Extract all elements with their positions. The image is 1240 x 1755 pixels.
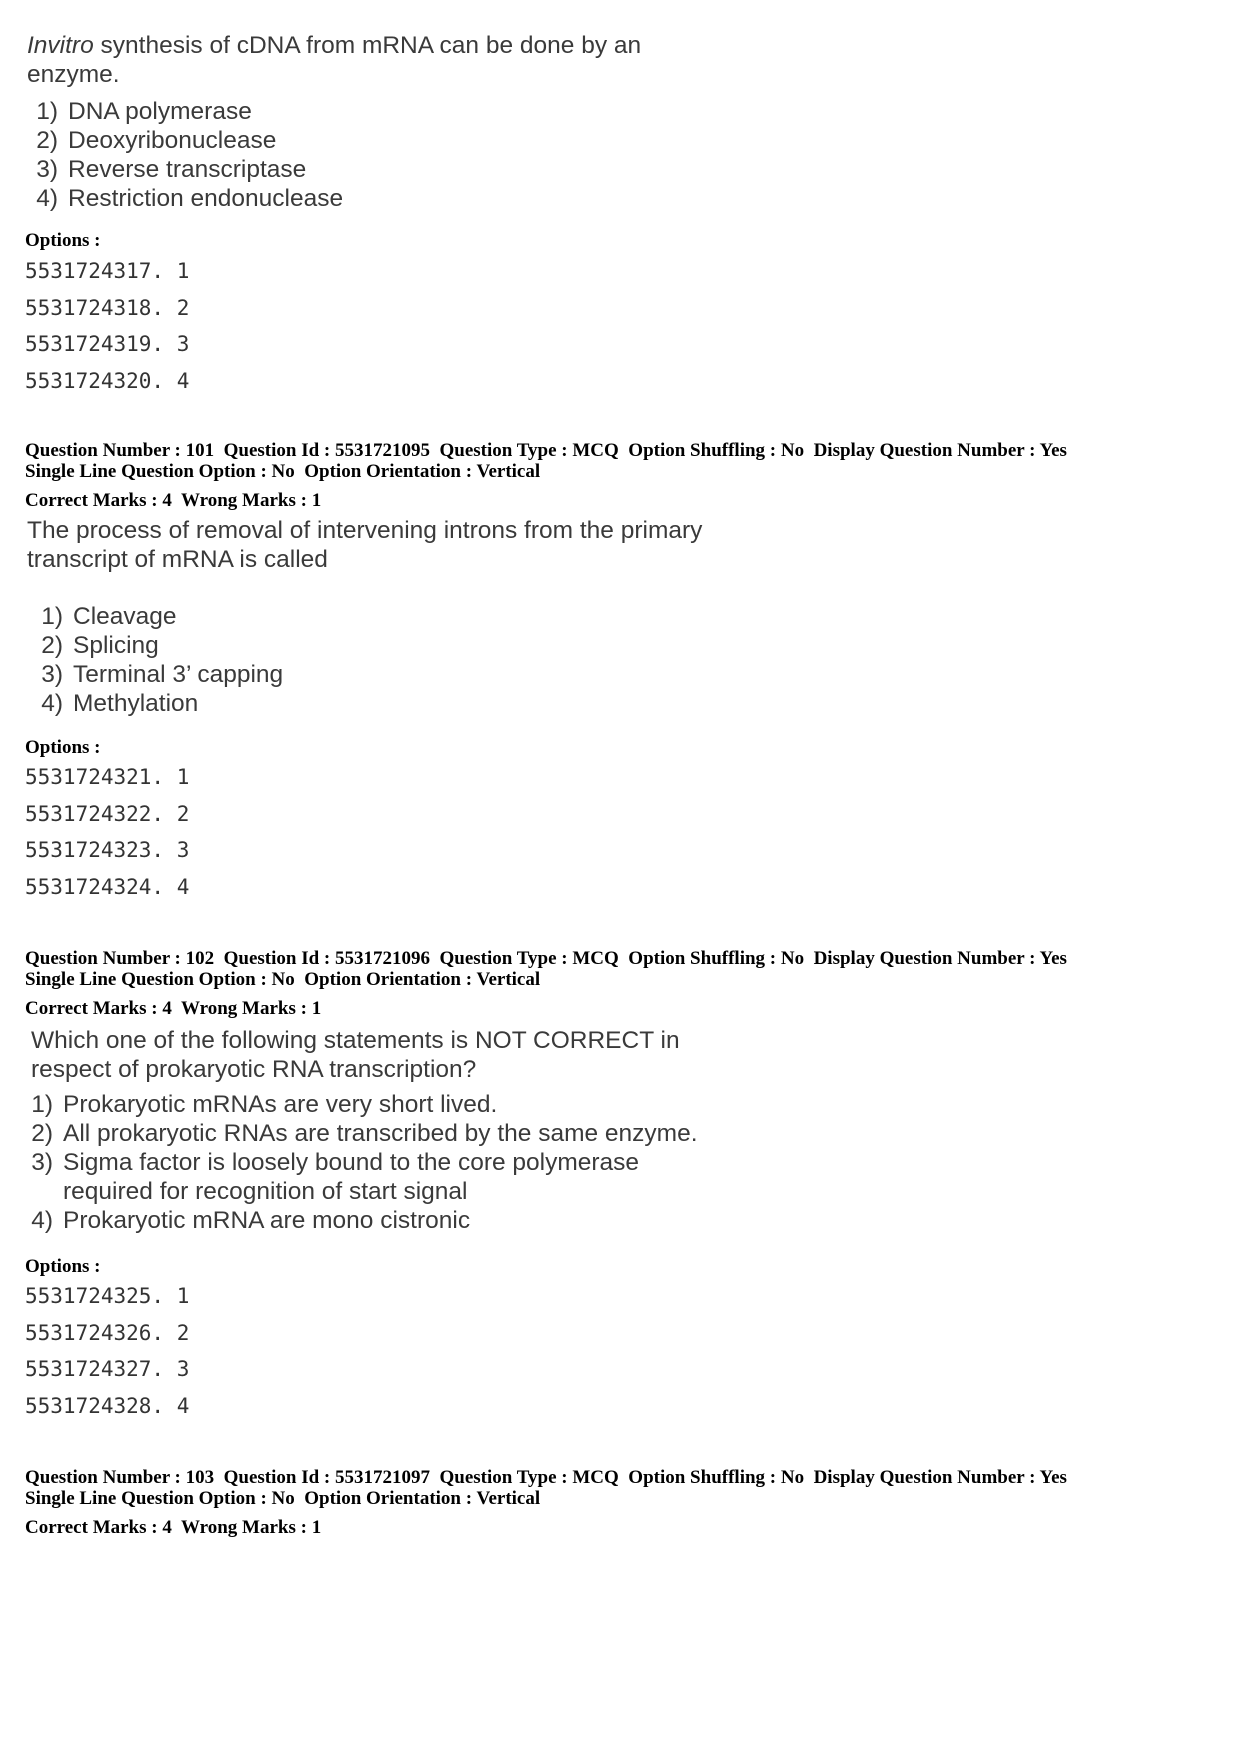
option-id: 5531724320. 4 xyxy=(25,368,190,393)
options-label: Options : xyxy=(25,737,101,758)
choice-item xyxy=(15,1177,698,1206)
option-id: 5531724323. 3 xyxy=(25,838,190,862)
option-id: 5531724326. 2 xyxy=(25,1320,190,1345)
stem-text: respect of prokaryotic RNA transcription? xyxy=(31,1056,477,1083)
option-id: 5531724321. 1 xyxy=(25,765,190,789)
stem-text: Which one of the following statements is NOT CORRECT in xyxy=(31,1027,680,1054)
choice-item xyxy=(20,126,343,155)
stem-text: The process of removal of intervening introns from the primary xyxy=(27,517,703,544)
option-id-list xyxy=(25,253,189,399)
options-label: Options : xyxy=(25,1256,101,1277)
choice-number: 4) xyxy=(31,1207,53,1234)
question-stem xyxy=(31,1026,680,1084)
choice-number: 1) xyxy=(31,1091,53,1118)
choice-text: Reverse transcriptase xyxy=(68,156,307,183)
choice-item xyxy=(15,1119,698,1148)
choice-number: 3) xyxy=(31,1149,53,1176)
choice-item xyxy=(15,1206,698,1235)
choice-list xyxy=(20,97,343,213)
choice-number: 2) xyxy=(41,632,63,659)
choice-text: Cleavage xyxy=(73,603,177,630)
choice-number: 1) xyxy=(36,98,58,125)
choice-item xyxy=(20,155,343,184)
option-id: 5531724327. 3 xyxy=(25,1357,190,1381)
stem-italic-text: Invitro xyxy=(27,32,94,59)
option-id-list xyxy=(25,759,189,905)
choice-item xyxy=(25,689,283,718)
question-meta-line: Single Line Question Option : No Option Orientation : Vertical xyxy=(25,1488,541,1509)
choice-text: Deoxyribonuclease xyxy=(68,127,277,154)
option-id: 5531724319. 3 xyxy=(25,332,190,356)
choice-text: Prokaryotic mRNAs are very short lived. xyxy=(63,1091,498,1118)
choice-number: 2) xyxy=(36,127,58,154)
option-id: 5531724318. 2 xyxy=(25,295,190,320)
choice-text: Prokaryotic mRNA are mono cistronic xyxy=(63,1207,471,1234)
choice-text: Sigma factor is loosely bound to the core polymerase xyxy=(63,1149,640,1176)
choice-text: Methylation xyxy=(73,690,199,717)
choice-item xyxy=(15,1090,698,1119)
option-id: 5531724325. 1 xyxy=(25,1284,190,1308)
choice-item xyxy=(20,97,343,126)
choice-list xyxy=(25,602,283,718)
option-id: 5531724322. 2 xyxy=(25,801,190,826)
choice-number: 3) xyxy=(41,661,63,688)
choice-number xyxy=(15,1177,63,1206)
option-id: 5531724317. 1 xyxy=(25,259,190,283)
choice-number: 4) xyxy=(36,185,58,212)
question-meta-line: Question Number : 102 Question Id : 5531721096 Question Type : MCQ Option Shuffling : No Display Question Number : Yes xyxy=(25,948,1067,969)
question-meta-line: Question Number : 101 Question Id : 5531721095 Question Type : MCQ Option Shuffling : No Display Question Number : Yes xyxy=(25,440,1067,461)
choice-text: All prokaryotic RNAs are transcribed by the same enzyme. xyxy=(63,1120,698,1147)
marks-line: Correct Marks : 4 Wrong Marks : 1 xyxy=(25,998,322,1019)
option-id-list xyxy=(25,1278,189,1424)
question-stem xyxy=(27,31,641,89)
question-meta-line: Question Number : 103 Question Id : 5531721097 Question Type : MCQ Option Shuffling : No Display Question Number : Yes xyxy=(25,1467,1067,1488)
choice-number: 1) xyxy=(41,603,63,630)
choice-text: DNA polymerase xyxy=(68,98,252,125)
options-label: Options : xyxy=(25,230,101,251)
stem-text: transcript of mRNA is called xyxy=(27,546,328,573)
option-id: 5531724324. 4 xyxy=(25,874,190,899)
choice-text: Terminal 3’ capping xyxy=(73,661,284,688)
marks-line: Correct Marks : 4 Wrong Marks : 1 xyxy=(25,490,322,511)
option-id: 5531724328. 4 xyxy=(25,1393,190,1418)
choice-list xyxy=(15,1090,698,1235)
question-meta-line: Single Line Question Option : No Option Orientation : Vertical xyxy=(25,969,541,990)
choice-text: Splicing xyxy=(73,632,159,659)
choice-text: Restriction endonuclease xyxy=(68,185,344,212)
question-meta-line: Single Line Question Option : No Option Orientation : Vertical xyxy=(25,461,541,482)
stem-text: enzyme. xyxy=(27,61,120,88)
choice-item xyxy=(25,602,283,631)
choice-text: required for recognition of start signal xyxy=(63,1178,468,1205)
question-stem xyxy=(27,516,702,574)
choice-item xyxy=(25,631,283,660)
choice-item xyxy=(15,1148,698,1177)
choice-number: 3) xyxy=(36,156,58,183)
choice-item xyxy=(25,660,283,689)
choice-item xyxy=(20,184,343,213)
marks-line: Correct Marks : 4 Wrong Marks : 1 xyxy=(25,1517,322,1538)
stem-text: synthesis of cDNA from mRNA can be done by an xyxy=(93,32,642,59)
choice-number: 4) xyxy=(41,690,63,717)
choice-number: 2) xyxy=(31,1120,53,1147)
